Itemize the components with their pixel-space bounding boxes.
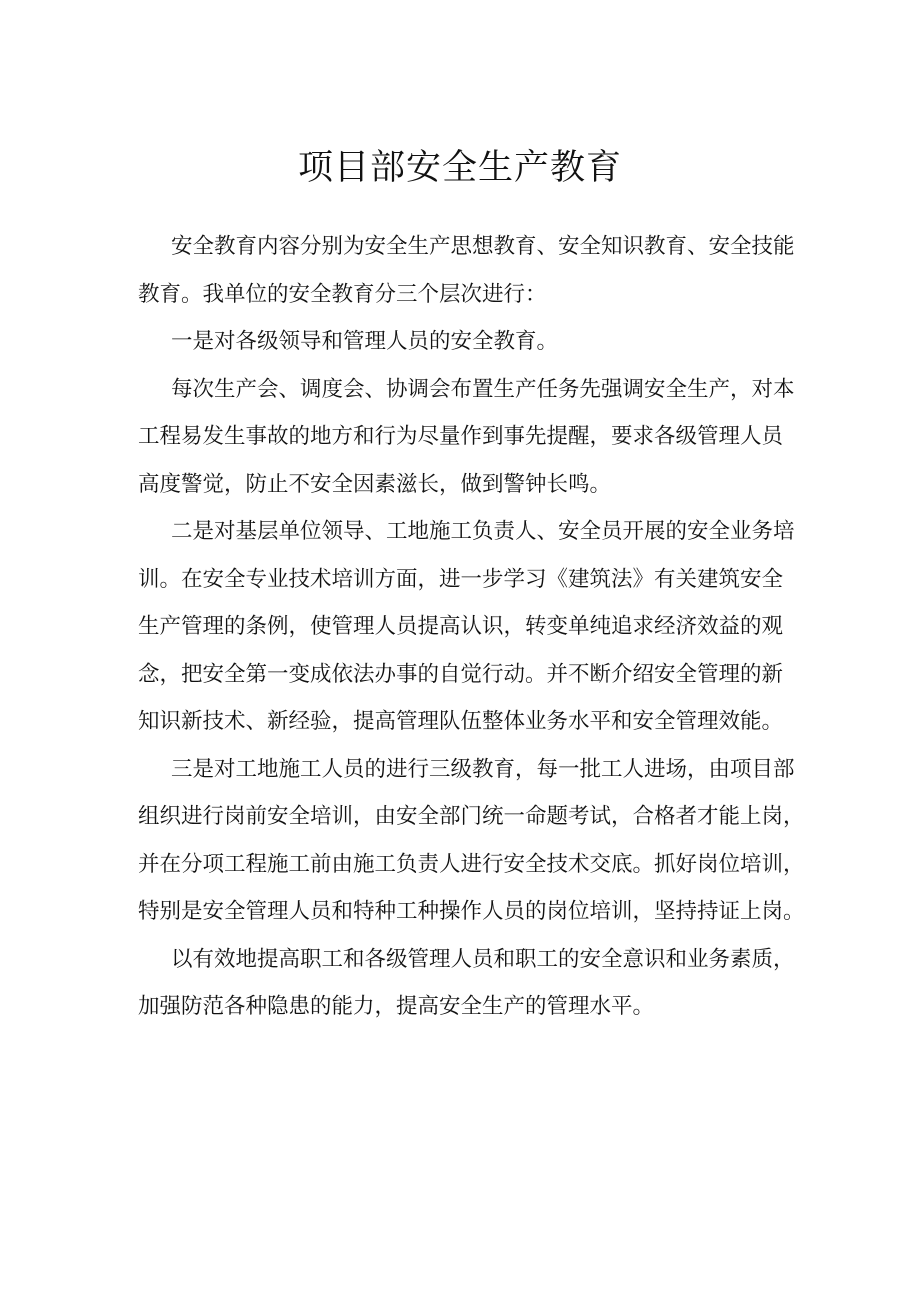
paragraph-line: 生产管理的条例，使管理人员提高认识，转变单纯追求经济效益的观 <box>138 614 784 639</box>
paragraph-line: 念，把安全第一变成依法办事的自觉行动。并不断介绍安全管理的新 <box>138 661 784 687</box>
paragraph-line: 高度警觉，防止不安全因素滋长，做到警钟长鸣。 <box>138 471 612 497</box>
paragraph-line: 特别是安全管理人员和特种工种操作人员的岗位培训，坚持持证上岗。 <box>138 899 805 924</box>
paragraph-line: 加强防范各种隐患的能力，提高安全生产的管理水平。 <box>138 994 655 1019</box>
paragraph-line: 二是对基层单位领导、工地施工负责人、安全员开展的安全业务培 <box>171 519 795 544</box>
paragraph-line: 工程易发生事故的地方和行为尽量作到事先提醒，要求各级管理人员 <box>138 424 784 449</box>
paragraph-line: 组织进行岗前安全培训，由安全部门统一命题考试，合格者才能上岗， <box>138 804 805 829</box>
paragraph-line: 训。在安全专业技术培训方面，进一步学习《建筑法》有关建筑安全 <box>138 566 784 592</box>
paragraph-line: 一是对各级领导和管理人员的安全教育。 <box>171 329 559 354</box>
paragraph-line: 知识新技术、新经验，提高管理队伍整体业务水平和安全管理效能。 <box>138 709 784 734</box>
paragraph-line: 安全教育内容分别为安全生产思想教育、安全知识教育、安全技能 <box>171 234 795 259</box>
paragraph-grassroots-training <box>138 508 808 746</box>
paragraph-line: 并在分项工程施工前由施工负责人进行安全技术交底。抓好岗位培训， <box>138 851 805 877</box>
paragraph-leadership-education <box>138 318 808 366</box>
document-title: 项目部安全生产教育 <box>297 148 622 188</box>
document-body <box>138 223 808 1031</box>
paragraph-line: 以有效地提高职工和各级管理人员和职工的安全意识和业务素质， <box>171 946 795 972</box>
paragraph-line: 三是对工地施工人员的进行三级教育，每一批工人进场，由项目部 <box>171 756 795 782</box>
paragraph-intro <box>138 223 808 318</box>
paragraph-line: 教育。我单位的安全教育分三个层次进行： <box>138 281 547 307</box>
paragraph-conclusion <box>138 936 808 1031</box>
paragraph-line: 每次生产会、调度会、协调会布置生产任务先强调安全生产，对本 <box>171 376 795 402</box>
paragraph-production-meetings <box>138 366 808 509</box>
paragraph-site-worker-education <box>138 746 808 936</box>
